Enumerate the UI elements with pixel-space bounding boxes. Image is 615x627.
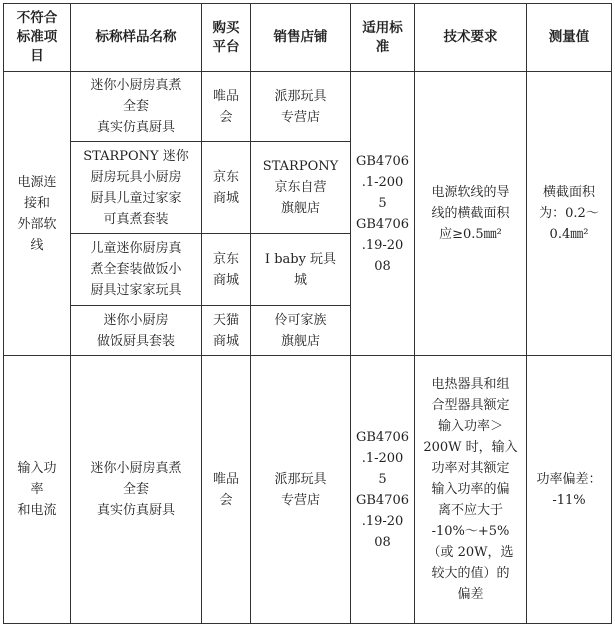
platform-cell: 京东 商城: [202, 234, 251, 306]
sample-name-cell: 迷你小厨房 做饭厨具套装: [71, 306, 202, 356]
item-cell: 电源连 接和 外部软 线: [4, 72, 71, 356]
platform-cell: 天猫 商城: [202, 306, 251, 356]
header-nonconforming-item: 不符合 标准项 目: [4, 4, 71, 72]
header-measured-value: 测量值: [527, 4, 612, 72]
sample-name-cell: 迷你小厨房真煮 全套 真实仿真厨具: [71, 72, 202, 142]
standard-cell: GB4706 .1-200 5 GB4706 .19-20 08: [351, 72, 415, 356]
measured-value-cell: 横截面积 为：0.2～ 0.4㎜²: [527, 72, 612, 356]
table-row: [4, 356, 612, 624]
sample-name-cell: 迷你小厨房真煮 全套 真实仿真厨具: [71, 356, 202, 624]
platform-cell: 京东 商城: [202, 142, 251, 234]
nonconformity-table: [3, 3, 612, 624]
header-row: [4, 4, 612, 72]
measured-value-cell: 功率偏差： -11%: [527, 356, 612, 624]
header-standard: 适用标 准: [351, 4, 415, 72]
header-sample-name: 标称样品名称: [71, 4, 202, 72]
standard-cell: GB4706 .1-200 5 GB4706 .19-20 08: [351, 356, 415, 624]
table-row: [4, 72, 612, 142]
requirement-cell: 电热器具和组 合型器具额定 输入功率＞ 200W 时，输入 功率对其额定 输入功率的偏 离不应大于 -10%～+5% （或 20W，选 较大的值）的 偏差: [415, 356, 527, 624]
store-cell: 派那玩具 专营店: [251, 72, 351, 142]
header-store: 销售店铺: [251, 4, 351, 72]
store-cell: STARPONY 京东自营 旗舰店: [251, 142, 351, 234]
header-platform: 购买 平台: [202, 4, 251, 72]
requirement-cell: 电源软线的导 线的横截面积 应≥0.5㎜²: [415, 72, 527, 356]
sample-name-cell: STARPONY 迷你 厨房玩具小厨房 厨具儿童过家家 可真煮套装: [71, 142, 202, 234]
item-cell: 输入功 率 和电流: [4, 356, 71, 624]
platform-cell: 唯品 会: [202, 356, 251, 624]
header-requirement: 技术要求: [415, 4, 527, 72]
store-cell: 派那玩具 专营店: [251, 356, 351, 624]
sample-name-cell: 儿童迷你厨房真 煮全套装做饭小 厨具过家家玩具: [71, 234, 202, 306]
store-cell: I baby 玩具 城: [251, 234, 351, 306]
platform-cell: 唯品 会: [202, 72, 251, 142]
store-cell: 伶可家族 旗舰店: [251, 306, 351, 356]
